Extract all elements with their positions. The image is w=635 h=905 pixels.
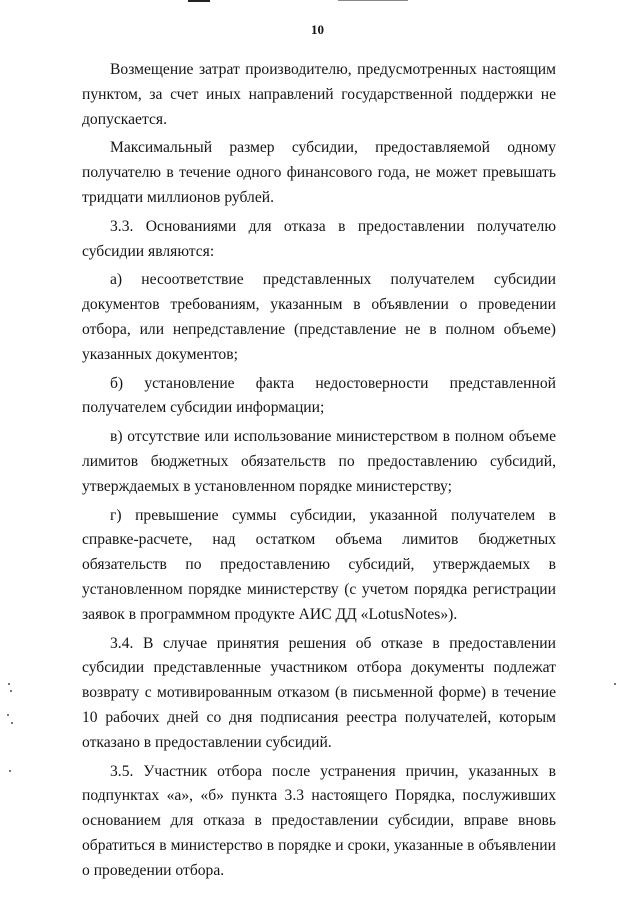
scan-speck (11, 722, 13, 724)
paragraph-compensation: Возмещение затрат производителю, предусмотренных настоящим пунктом, за счет иных направлений государственной поддержки не допускается. (82, 61, 556, 128)
scan-mark (188, 0, 210, 2)
scan-speck (7, 714, 9, 716)
paragraph-max-subsidy: Максимальный размер субсидии, предоставляемой одному получателю в течение одного финансового года, не может превышать тридцати миллионов рублей. (82, 139, 556, 206)
paragraph-3-5: 3.5. Участник отбора после устранения причин, указанных в подпунктах «а», «б» пункта 3.3 настоящего Порядка, послуживших основанием для отказа в предоставлении субсидии, вправе вновь обратиться в министерство в порядке и сроки, указанные в объявлении о проведении отбора. (82, 762, 556, 879)
paragraph-3-4: 3.4. В случае принятия решения об отказе в предоставлении субсидии представленные участником отбора документы подлежат возврату с мотивированным отказом (в письменной форме) в течение 10 рабочих дней со дня подписания реестра получателей, которым отказано в предоставлении субсидий. (82, 634, 556, 751)
page-number: 10 (311, 22, 324, 37)
scan-speck (8, 683, 10, 685)
paragraph-3-3-g: г) превышение суммы субсидии, указанной получателем в справке-расчете, над остатком объема лимитов бюджетных обязательств по предоставлению субсидий, утверждаемых в установленном порядке министерству (с учетом порядка регистрации заявок в программном продукте АИС ДД «LotusNotes»). (82, 506, 556, 623)
scan-speck (614, 683, 616, 685)
paragraph-3-3-a: а) несоответствие представленных получателем субсидии документов требованиям, указанным в объявлении о проведении отбора, или непредставление (представление не в полном объеме) указанных документов; (82, 271, 556, 363)
paragraph-3-3-grounds: 3.3. Основаниями для отказа в предоставлении получателю субсидии являются: (82, 217, 556, 260)
scan-speck (9, 770, 11, 772)
scan-mark (338, 0, 408, 1)
document-body (82, 58, 556, 888)
paragraph-3-3-b: б) установление факта недостоверности представленной получателем субсидии информации; (82, 374, 556, 417)
paragraph-3-3-v: в) отсутствие или использование министерством в полном объеме лимитов бюджетных обязательств по предоставлению субсидий, утверждаемых в установленном порядке министерству; (82, 428, 556, 495)
scan-speck (10, 690, 12, 692)
